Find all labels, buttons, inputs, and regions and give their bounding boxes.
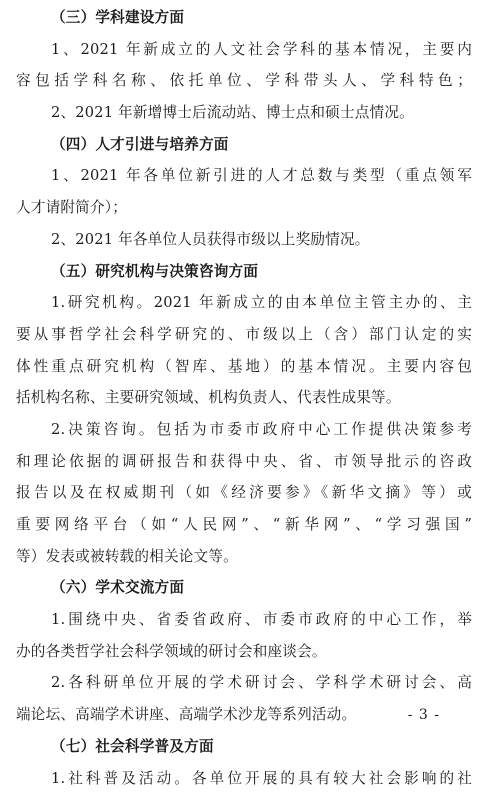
paragraph-line: 2、2021 年各单位人员获得市级以上奖励情况。 bbox=[16, 224, 472, 256]
page-number: - 3 - bbox=[408, 706, 440, 724]
section-heading: （七）社会科学普及方面 bbox=[16, 731, 472, 763]
paragraph-line: 1.围绕中央、省委省政府、市委市政府的中心工作，举 bbox=[16, 604, 472, 636]
paragraph-line: 端论坛、高端学术讲座、高端学术沙龙等系列活动。 bbox=[16, 699, 472, 731]
paragraph-line: 1、2021 年各单位新引进的人才总数与类型（重点领军 bbox=[16, 160, 472, 192]
paragraph-line: 报告以及在权威期刊（如《经济要参》《新华文摘》等）或 bbox=[16, 477, 472, 509]
paragraph-line: 2.各科研单位开展的学术研讨会、学科学术研讨会、高 bbox=[16, 667, 472, 699]
paragraph-line: 1.社科普及活动。各单位开展的具有较大社会影响的社 bbox=[16, 763, 472, 794]
section-heading: （四）人才引进与培养方面 bbox=[16, 129, 472, 161]
paragraph-line: 2、2021 年新增博士后流动站、博士点和硕士点情况。 bbox=[16, 97, 472, 129]
paragraph-line: 1、2021 年新成立的人文社会学科的基本情况，主要内 bbox=[16, 34, 472, 66]
paragraph-line: 和理论依据的调研报告和获得中央、省、市领导批示的咨政 bbox=[16, 446, 472, 478]
paragraph-line: 容包括学科名称、依托单位、学科带头人、学科特色； bbox=[16, 65, 472, 97]
document-body bbox=[16, 2, 472, 794]
paragraph-line: 1.研究机构。2021 年新成立的由本单位主管主办的、主 bbox=[16, 287, 472, 319]
paragraph-line: 体性重点研究机构（智库、基地）的基本情况。主要内容包 bbox=[16, 351, 472, 383]
paragraph-line: 办的各类哲学社会科学领域的研讨会和座谈会。 bbox=[16, 636, 472, 668]
section-heading: （五）研究机构与决策咨询方面 bbox=[16, 256, 472, 288]
section-heading: （六）学术交流方面 bbox=[16, 572, 472, 604]
paragraph-line: 等）发表或被转载的相关论文等。 bbox=[16, 541, 472, 573]
paragraph-line: 要从事哲学社会科学研究的、市级以上（含）部门认定的实 bbox=[16, 319, 472, 351]
paragraph-line: 2.决策咨询。包括为市委市政府中心工作提供决策参考 bbox=[16, 414, 472, 446]
section-heading: （三）学科建设方面 bbox=[16, 2, 472, 34]
paragraph-line: 人才请附简介）； bbox=[16, 192, 472, 224]
paragraph-line: 重要网络平台（如“人民网”、“新华网”、“学习强国” bbox=[16, 509, 472, 541]
paragraph-line: 括机构名称、主要研究领域、机构负责人、代表性成果等。 bbox=[16, 382, 472, 414]
